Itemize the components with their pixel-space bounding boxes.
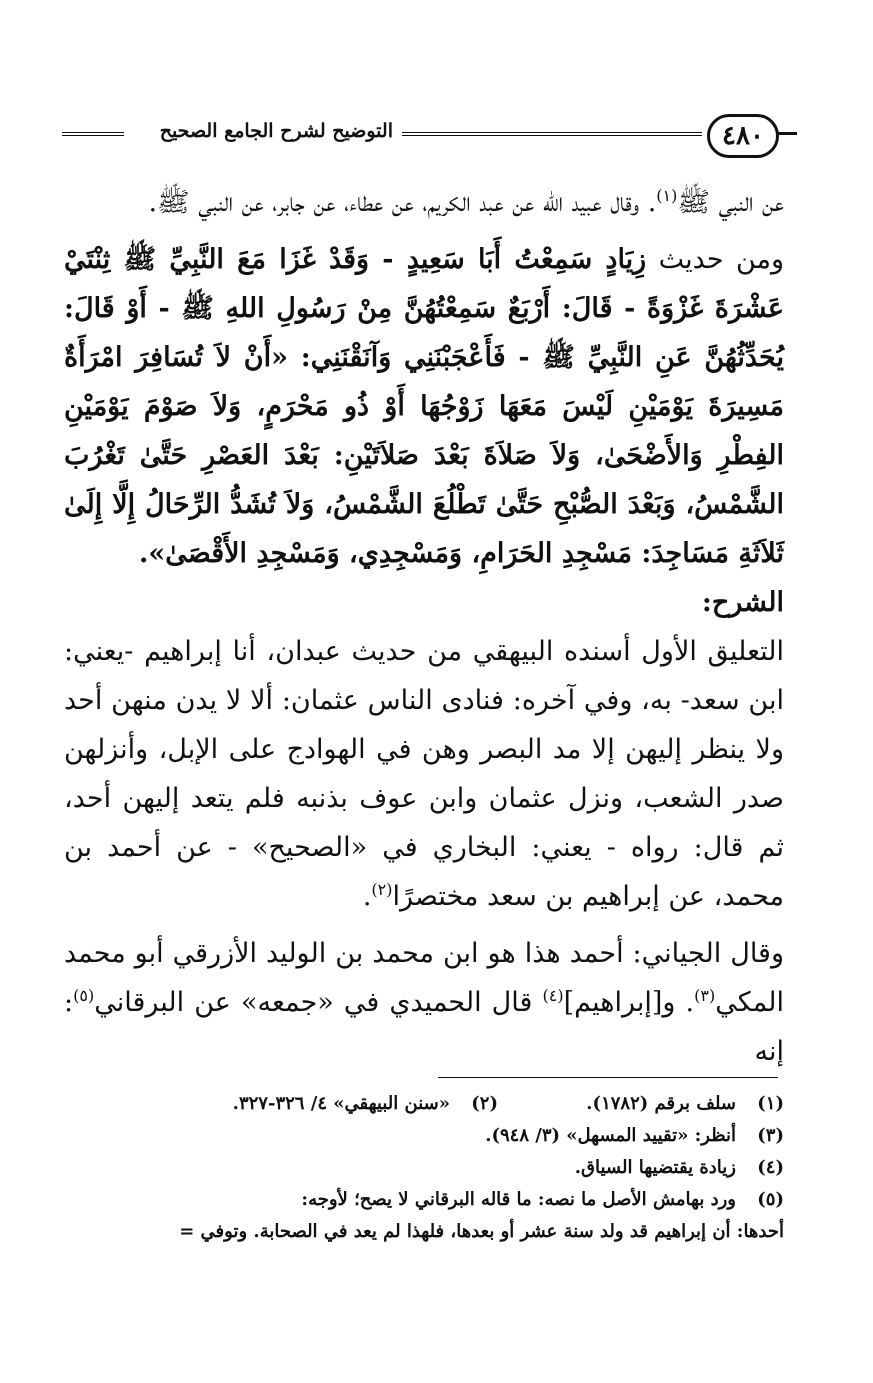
hadith-text: زِيَادٍ سَمِعْتُ أَبَا سَعِيدٍ - وَقَدْ غَزَا مَعَ النَّبِيِّ ﷺ ثِنْتَيْ عَشْرَةَ غَزْوَةً - قَالَ: أَرْبَعٌ سَمِعْتُهُنَّ مِنْ رَسُولِ اللهِ ﷺ - أَوْ قَالَ: يُحَدِّثُهُنَّ عَنِ النَّبِيِّ ﷺ - فَأَعْجَبْنَنِي وَآنَقْنَنِي: «أَنْ لاَ تُسَافِرَ امْرَأَةٌ مَسِيرَةَ يَوْمَيْنِ لَيْسَ مَعَهَا زَوْجُهَا أَوْ ذُو مَحْرَمٍ، وَلاَ صَوْمَ يَوْمَيْنِ الفِطْرِ وَالأَضْحَىٰ، وَلاَ صَلاَةَ بَعْدَ صَلاَتَيْنِ: بَعْدَ العَصْرِ حَتَّىٰ تَغْرُبَ الشَّمْسُ، وَبَعْدَ الصُّبْحِ حَتَّىٰ تَطْلُعَ الشَّمْسُ، وَلاَ تُشَدُّ الرِّحَالُ إِلَّا إِلَىٰ ثَلاَثَةِ مَسَاجِدَ: مَسْجِدِ الحَرَامِ، وَمَسْجِدِي، وَمَسْجِدِ الأَقْصَىٰ». xyxy=(64,244,784,569)
paragraph-4: وقال الجياني: أحمد هذا هو ابن محمد بن الوليد الأزرقي أبو محمد المكي$^{(٣)}$. و[إبراهيم]$^{(٤)}$ قال الحميدي في «جمعه» عن البرقاني$^{(٥)}$: إنه xyxy=(64,938,784,1067)
footnote-number-3: (٣) xyxy=(757,1125,784,1146)
footnote-number-1: (١) xyxy=(757,1093,784,1114)
footnote-5-continuation: أحدها: أن إبراهيم قد ولد سنة عشر أو بعدها، فلهذا لم يعد في الصحابة. وتوفي = xyxy=(179,1221,784,1242)
footnote-ref-5: (٥) xyxy=(73,986,95,1005)
header-rule-right xyxy=(402,132,702,136)
footnote-ref-4: (٤) xyxy=(542,986,564,1005)
section-heading-sharh: الشرح: xyxy=(701,587,784,618)
running-title: التوضيح لشرح الجامع الصحيح xyxy=(159,120,393,142)
footnote-row-5 xyxy=(64,1184,784,1216)
footnote-ref-1: (١) xyxy=(656,186,678,205)
paragraph-3: التعليق الأول أسنده البيهقي من حديث عبدان، أنا إبراهيم -يعني: ابن سعد- به، وفي آخره: فنادى الناس عثمان: ألا لا يدن منهن أحد ولا ينظر إليهن إلا مد البصر وهن في الهوادج على الإبل، وأنزلهن صدر الشعب، ونزل عثمان وابن عوف بذنبه فلم يتعد إليهن أحد، ثم قال: رواه - يعني: البخاري في «الصحيح» - عن أحمد بن محمد، عن إبراهيم بن سعد مختصرًا$^{(٢)}$. xyxy=(64,636,784,912)
footnote-row-1-2 xyxy=(64,1088,784,1120)
footnote-ref-3: (٣) xyxy=(694,986,716,1005)
footnote-ref-2: (٢) xyxy=(371,880,393,899)
footnote-row-3 xyxy=(64,1120,784,1152)
page-header xyxy=(62,112,797,162)
footnote-number-4: (٤) xyxy=(757,1157,784,1178)
page-number-frame xyxy=(702,112,797,156)
footnote-number-5: (٥) xyxy=(757,1189,784,1210)
footnote-text-1: سلف برقم (١٧٨٢). xyxy=(586,1093,736,1114)
footnote-row-4 xyxy=(64,1152,784,1184)
main-text xyxy=(64,178,784,1076)
footnote-text-5: ورد بهامش الأصل ما نصه: ما قاله البرقاني لا يصح؛ لأوجه: xyxy=(301,1189,736,1210)
footnotes xyxy=(64,1088,784,1248)
page-number: ٤٨٠ xyxy=(707,114,779,158)
footnote-separator xyxy=(438,1077,778,1078)
paragraph-hadith: ومن حديث زِيَادٍ سَمِعْتُ أَبَا سَعِيدٍ - وَقَدْ غَزَا مَعَ النَّبِيِّ ﷺ ثِنْتَيْ عَشْرَةَ غَزْوَةً - قَالَ: أَرْبَعٌ سَمِعْتُهُنَّ مِنْ رَسُولِ اللهِ ﷺ - أَوْ قَالَ: يُحَدِّثُهُنَّ عَنِ النَّبِيِّ ﷺ - فَأَعْجَبْنَنِي وَآنَقْنَنِي: «أَنْ لاَ تُسَافِرَ امْرَأَةٌ مَسِيرَةَ يَوْمَيْنِ لَيْسَ مَعَهَا زَوْجُهَا أَوْ ذُو مَحْرَمٍ، وَلاَ صَوْمَ يَوْمَيْنِ الفِطْرِ وَالأَضْحَىٰ، وَلاَ صَلاَةَ بَعْدَ صَلاَتَيْنِ: بَعْدَ العَصْرِ حَتَّىٰ تَغْرُبَ الشَّمْسُ، وَبَعْدَ الصُّبْحِ حَتَّىٰ تَطْلُعَ الشَّمْسُ، وَلاَ تُشَدُّ الرِّحَالُ إِلَّا إِلَىٰ ثَلاَثَةِ مَسَاجِدَ: مَسْجِدِ الحَرَامِ، وَمَسْجِدِي، وَمَسْجِدِ الأَقْصَىٰ». xyxy=(64,244,785,569)
footnote-number-2: (٢) xyxy=(471,1093,498,1114)
paragraph-1: عن النبي ﷺ$^{(١)}$. وقال عبيد الله عن عبد الكريم، عن عطاء، عن جابر، عن النبي ﷺ. xyxy=(148,186,784,218)
footnote-text-4: زيادة يقتضيها السياق. xyxy=(574,1157,736,1178)
footnote-text-3: أنظر: «تقييد المسهل» (٣/ ٩٤٨). xyxy=(485,1125,736,1146)
header-rule-left xyxy=(62,132,124,136)
footnote-text-2: «سنن البيهقي» ٤/ ٣٢٦-٣٢٧. xyxy=(232,1093,450,1114)
